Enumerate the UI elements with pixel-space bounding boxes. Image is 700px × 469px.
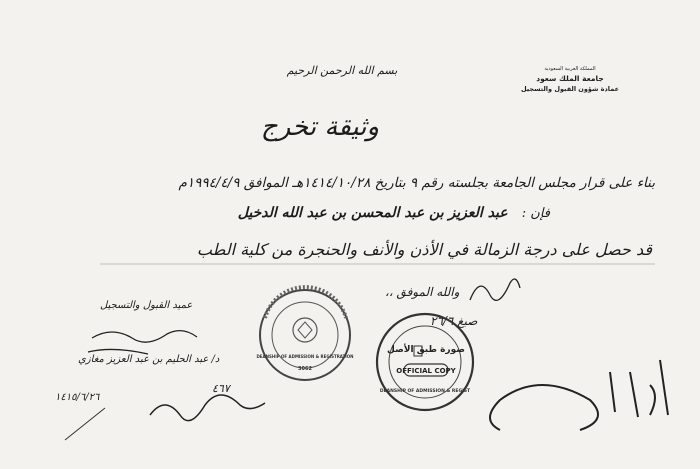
closing-phrase: والله الموفق ،، xyxy=(385,285,460,299)
institution-country: المملكة العربية السعودية xyxy=(544,66,596,72)
recipient-label: فإن : xyxy=(521,206,550,221)
registrar-name: د/ عبد الحليم بن عبد العزيز مغازي xyxy=(78,354,220,365)
official-copy-stamp xyxy=(377,314,473,410)
university-stamp-left xyxy=(256,287,353,380)
stamp-left-inner: DEANSHIP OF ADMISSION & REGISTRATION xyxy=(256,354,354,359)
bottom-signature xyxy=(150,395,265,421)
stamp-official-copy-text: OFFICIAL COPY xyxy=(396,367,456,375)
handwritten-number: ٤٦٧ xyxy=(212,382,230,395)
stamp-true-copy-text: صورة طبق الأصل xyxy=(387,345,465,355)
dean-signature xyxy=(490,360,668,430)
degree-line: قد حصل على درجة الزمالة في الأذن والأنف والحنجرة من كلية الطب xyxy=(196,240,652,259)
basmala: بسم الله الرحمن الرحيم xyxy=(286,64,398,77)
registrar-date: ١٤١٥/٦/٢٦ xyxy=(55,392,100,403)
decision-line: بناء على قرار مجلس الجامعة بجلسته رقم ٩ بتاريخ ١٤١٤/١٠/٢٨هـ الموافق ١٩٩٤/٤/٩م xyxy=(178,175,655,191)
pen-stroke xyxy=(65,408,105,440)
stamp-left-band: 3062 xyxy=(298,366,312,372)
institution-university: جامعة الملك سعود xyxy=(536,74,604,83)
document-title: وثيقة تخرج xyxy=(260,112,380,142)
president-name: صبغ ٢٦/٦ xyxy=(430,314,478,328)
president-signature xyxy=(470,279,520,300)
registrar-signature xyxy=(88,331,197,354)
stamp-right-band: DEANSHIP OF ADMISSION & REGIST xyxy=(379,389,471,394)
institution-deanship: عمادة شؤون القبول والتسجيل xyxy=(520,85,620,93)
recipient-name: عبد العزيز بن عبد المحسن بن عبد الله الدخيل xyxy=(237,205,508,221)
registrar-title: عميد القبول والتسجيل xyxy=(100,300,193,311)
